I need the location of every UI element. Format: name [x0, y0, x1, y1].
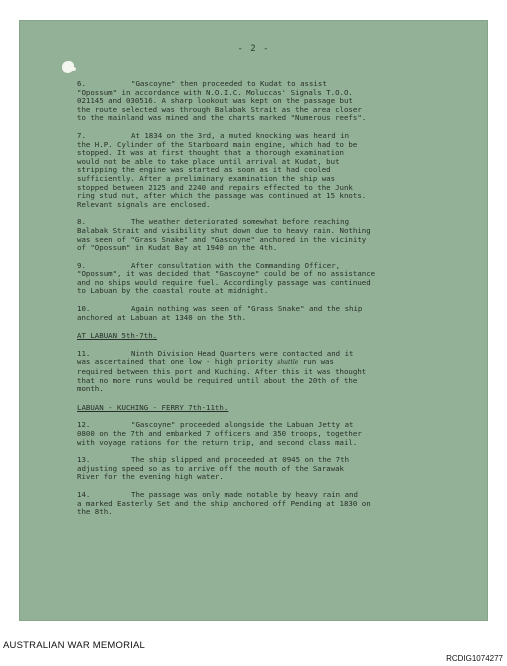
paragraph-line: would not be able to take place until arrival at Kudat, but [77, 156, 340, 166]
paragraph-line: 021145 and 030516. A sharp lookout was kept on the passage but [77, 96, 353, 106]
heading-text: LABUAN - KUCHING - FERRY 7th-11th. [77, 402, 229, 412]
paragraph-number: 12. [77, 420, 91, 430]
paragraph-line: Again nothing was seen of "Grass Snake" and the ship [131, 304, 363, 314]
paragraph-line: The ship slipped and proceeded at 0945 on the 7th [131, 455, 350, 465]
paragraph-line: "Opossum", it was decided that "Gascoyne" could be of no assistance [77, 269, 376, 279]
numbered-paragraph [77, 491, 475, 517]
paragraph-line: Balabak Strait and visibility shut down due to heavy rain. Nothing [77, 225, 371, 235]
paragraph-11 [77, 350, 475, 394]
paragraph-number: 9. [77, 260, 86, 270]
paragraph-number: 8. [77, 217, 86, 227]
handwritten-insertion: shuttle [277, 359, 299, 367]
paragraph-line: After consultation with the Commanding Officer, [131, 260, 341, 270]
paragraph-line: with voyage rations for the return trip, and second class mail. [77, 437, 358, 447]
paragraph-line: and no ships would require fuel. Accordingly passage was continued [77, 277, 371, 287]
paragraph-number: 11. [77, 348, 91, 358]
paragraph-line: anchored at Labuan at 1340 on the 5th. [77, 312, 247, 322]
paragraph-line: The weather deteriorated somewhat before reaching [131, 217, 350, 227]
paragraph-line: the route selected was through Balabak Strait as the area closer [77, 104, 362, 114]
paragraph-group-2 [77, 421, 475, 516]
paragraph-line: the 8th. [77, 507, 113, 517]
paragraph-line: required between this port and Kuching. After this it was thought [77, 367, 367, 377]
numbered-paragraph [77, 421, 475, 447]
numbered-paragraph [77, 132, 475, 209]
paragraph-line: ring stud nut, after which the passage was continued at 15 knots. [77, 191, 367, 201]
paragraph-group-1 [77, 80, 475, 322]
paragraph-line: Relevant signals are enclosed. [77, 199, 211, 209]
paragraph-line: "Gascoyne" then proceeded to Kudat to assist [131, 79, 327, 88]
paragraph-number: 6. [77, 79, 86, 88]
paragraph-line: was ascertained that one low - high priority [77, 357, 278, 367]
paragraph-line: stripping the engine was started as soon as it had cooled [77, 165, 331, 175]
paper-blemish [62, 61, 74, 73]
numbered-paragraph [77, 305, 475, 322]
heading-text: AT LABUAN 5th-7th. [77, 331, 158, 341]
page-number: - 2 - [237, 44, 270, 54]
numbered-paragraph [77, 80, 475, 123]
paragraph-line: Ninth Division Head Quarters were contacted and it [131, 348, 354, 358]
paragraph-number: 10. [77, 304, 91, 314]
paragraph-line: run was [298, 357, 334, 367]
paragraph-line: 0800 on the 7th and embarked 7 officers and 350 troops, together [77, 429, 362, 438]
paragraph-line: to the mainland was mined and the charts marked "Numerous reefs". [77, 113, 367, 123]
paragraph-line: of "Opossum" in Kudat Bay at 1940 on the 4th. [77, 243, 278, 253]
paragraph-line: was seen of "Grass Snake" and "Gascoyne" anchored in the vicinity [77, 234, 367, 244]
archive-reference-id: RCDIG1074277 [446, 654, 503, 663]
paragraph-line: sufficiently. After a preliminary examination the ship was [77, 173, 336, 183]
paragraph-line: At 1834 on the 3rd, a muted knocking was heard in [131, 130, 350, 140]
paragraph-line: stopped. It was at first thought that a thorough examination [77, 148, 344, 158]
paragraph-number: 7. [77, 130, 86, 140]
numbered-paragraph [77, 456, 475, 482]
document-page [19, 20, 488, 621]
paragraph-line: River for the evening high water. [77, 472, 224, 482]
numbered-paragraph [77, 218, 475, 252]
paragraph-line: "Opossum" in accordance with N.O.I.C. Moluccas' Signals T.O.O. [77, 87, 353, 97]
paragraph-line: the H.P. Cylinder of the Starboard main engine, which had to be [77, 139, 358, 149]
paragraph-line: to Labuan by the coastal route at midnight. [77, 286, 269, 296]
section-heading-labuan [77, 331, 475, 350]
section-heading-kuching [77, 403, 475, 422]
paragraph-line: "Gascoyne" proceeded alongside the Labuan Jetty at [131, 420, 354, 430]
paragraph-number: 14. [77, 489, 91, 499]
paragraph-number: 13. [77, 455, 91, 465]
paragraph-line: month. [77, 384, 104, 394]
paragraph-line: adjusting speed so as to arrive off the mouth of the Sarawak [77, 463, 344, 473]
document-body [77, 80, 475, 526]
numbered-paragraph [77, 262, 475, 296]
archive-credit: AUSTRALIAN WAR MEMORIAL [3, 640, 146, 651]
paragraph-line: that no more runs would be required until about the 20th of the [77, 375, 358, 385]
paragraph-line: stopped between 2125 and 2240 and repairs effected to the Junk [77, 182, 353, 192]
paragraph-line: a marked Easterly Set and the ship anchored off Pending at 1830 on [77, 498, 371, 508]
paragraph-line: The passage was only made notable by heavy rain and [131, 489, 358, 499]
